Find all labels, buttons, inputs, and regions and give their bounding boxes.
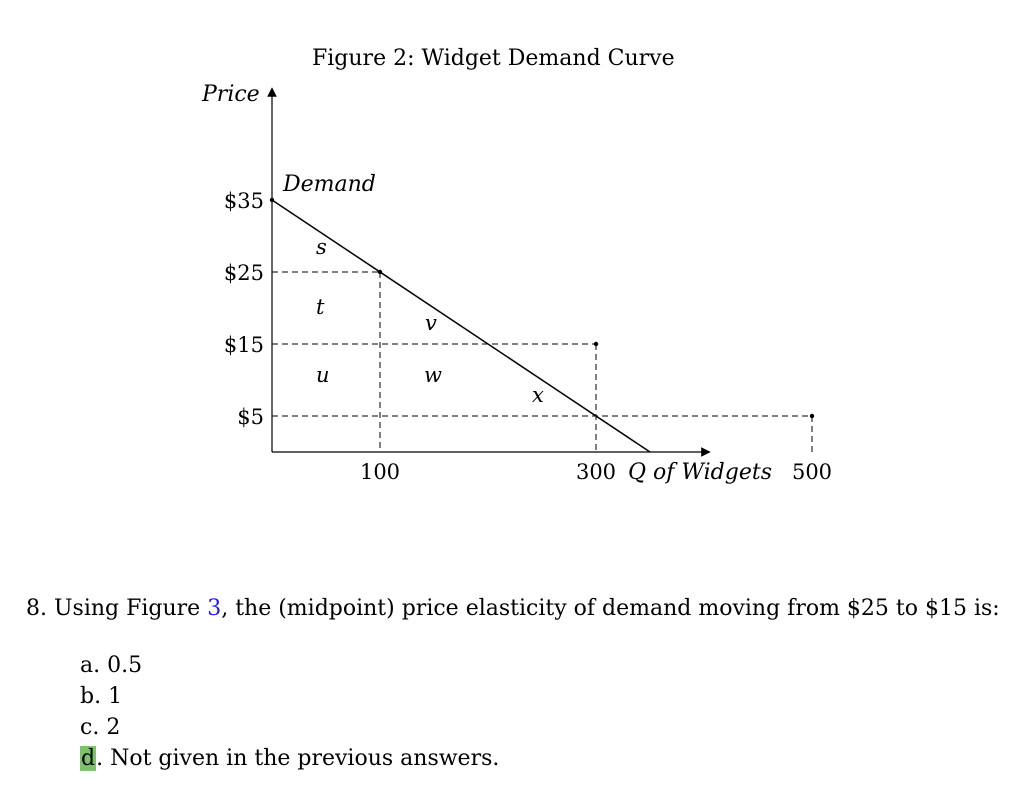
option-text: 1 — [108, 684, 123, 709]
question-text-after: , the (midpoint) price elasticity of demand moving from $25 to $15 is: — [221, 596, 1000, 621]
option-letter: c. — [80, 715, 100, 740]
option-a[interactable] — [80, 650, 499, 681]
option-text: 0.5 — [107, 653, 143, 678]
x-axis-label: Q of Widgets — [628, 460, 772, 485]
region-label-t: t — [316, 295, 325, 319]
y-tick-label: $5 — [237, 405, 264, 429]
option-letter: a. — [80, 653, 101, 678]
demand-curve — [272, 200, 650, 452]
x-tick-label: 100 — [359, 460, 401, 484]
option-letter-highlighted: d — [81, 746, 96, 771]
option-letter: b. — [80, 684, 102, 709]
question-number: 8. — [26, 596, 47, 621]
answer-options — [80, 650, 499, 774]
region-label-w: w — [424, 363, 442, 387]
y-tick-label: $15 — [223, 333, 264, 357]
question-text-before: Using Figure — [54, 596, 201, 621]
region-label-v: v — [425, 311, 437, 335]
region-label-x: x — [532, 383, 544, 407]
region-label-s: s — [316, 235, 327, 259]
option-punct: . — [96, 746, 104, 771]
demand-point — [270, 198, 274, 202]
x-tick-label: 300 — [575, 460, 617, 484]
figure-ref-link[interactable]: 3 — [207, 596, 222, 621]
curve-label: Demand — [283, 172, 376, 197]
question-8 — [26, 596, 1000, 621]
y-tick-labels — [224, 189, 264, 429]
figure-title: Figure 2: Widget Demand Curve — [312, 46, 675, 71]
demand-point — [378, 270, 382, 274]
y-tick-label: $35 — [223, 189, 264, 213]
region-label-u: u — [316, 363, 330, 387]
demand-point — [594, 342, 598, 346]
demand-point — [810, 414, 814, 418]
option-b[interactable] — [80, 681, 499, 712]
option-c[interactable] — [80, 712, 499, 743]
x-tick-label: 500 — [791, 460, 833, 484]
y-axis-label: Price — [202, 82, 260, 107]
option-d[interactable] — [80, 743, 499, 774]
option-text: Not given in the previous answers. — [110, 746, 500, 771]
y-tick-label: $25 — [223, 261, 264, 285]
option-text: 2 — [106, 715, 121, 740]
dashed-guides — [272, 272, 812, 452]
